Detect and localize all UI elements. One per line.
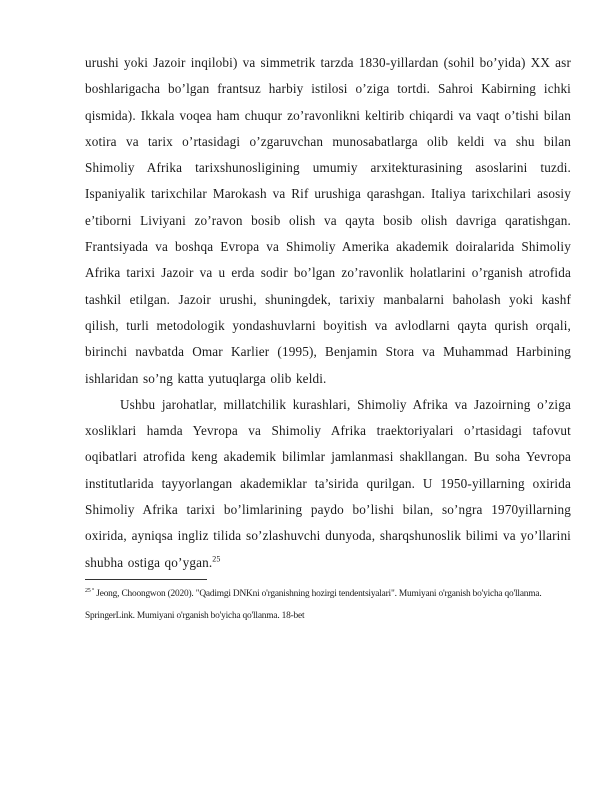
footnote-text: Jeong, Choongwon (2020). "Qadimgi DNKni o'rganishning hozirgi tendentsiyalari". Mumiyani o'rganish bo'yicha qo'llanma. SpringerLink. Mumiyani o'rganish bo'yicha qo'llanma. 18-bet: [85, 588, 542, 621]
document-page: [85, 50, 571, 627]
paragraph-2-text: Ushbu jarohatlar, millatchilik kurashlari, Shimoliy Afrika va Jazoirning o’ziga xosliklari hamda Yevropa va Shimoliy Afrika traektoriyalari o’rtasidagi tafovut oqibatlari atrofida keng akademik bilimlar jamlanmasi shakllangan. Bu soha Yevropa institutlarida tayyorlangan akademiklar ta’sirida qurilgan. U 1950-yillarning oxirida Shimoliy Afrika tarixi bo’limlarining paydo bo’lishi bilan, so’ngra 1970yillarning oxirida, ayniqsa ingliz tilida so’zlashuvchi dunyoda, sharqshunoslik bilimi va yo’llarini shubha ostiga qo’ygan.: [85, 396, 571, 570]
body-paragraph-1: [85, 50, 571, 392]
footnote-separator: [85, 579, 207, 580]
footnote-reference[interactable]: 25: [212, 554, 221, 564]
body-paragraph-2: [85, 392, 571, 576]
footnote-number: 25 °: [85, 587, 95, 594]
footnote: [85, 583, 571, 627]
paragraph-1-text: urushi yoki Jazoir inqilobi) va simmetrik tarzda 1830-yillardan (sohil bo’yida) XX asr boshlarigacha bo’lgan frantsuz harbiy istilosi o’ziga tortdi. Sahroi Kabirning ichki qismida). Ikkala voqea ham chuqur zo’ravonlikni keltirib chiqardi va vaqt o’tishi bilan xotira va tarix o’rtasidagi o’zgaruvchan munosabatlarga olib keldi va shu bilan Shimoliy Afrika tarixshunosligining umumiy arxitekturasining asoslarini tuzdi. Ispaniyalik tarixchilar Marokash va Rif urushiga qarashgan. Italiya tarixchilari asosiy e’tiborni Liviyani zo’ravon bosib olish va qayta bosib olish davriga qaratishgan. Frantsiyada va boshqa Evropa va Shimoliy Amerika akademik doiralarida Shimoliy Afrika tarixi Jazoir va u erda sodir bo’lgan zo’ravonlik holatlarini o’rganish atrofida tashkil etilgan. Jazoir urushi, shuningdek, tarixiy manbalarni baholash yoki kashf qilish, turli metodologik yondashuvlarni boyitish va avlodlarni qayta qurish orqali, birinchi navbatda Omar Karlier (1995), Benjamin Stora va Muhammad Harbining ishlaridan so’ng katta yutuqlarga olib keldi.: [85, 55, 571, 386]
